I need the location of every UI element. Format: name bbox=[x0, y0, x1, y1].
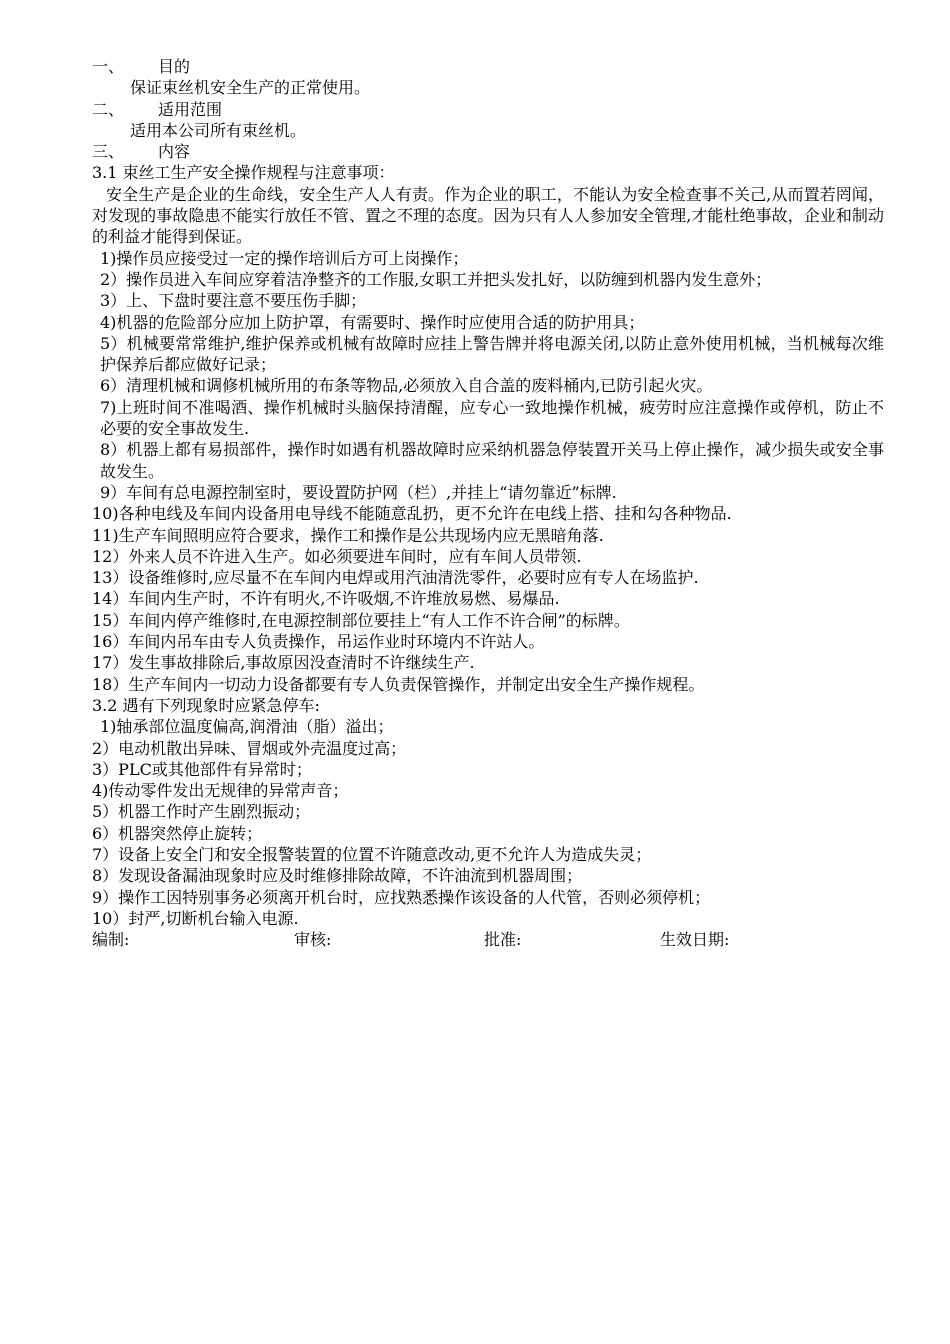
reviewed-by-label: 审核: bbox=[294, 930, 332, 950]
subsection-3-2-heading: 3.2 遇有下列现象时应紧急停车: bbox=[92, 695, 320, 715]
list-item: 3）PLC或其他部件有异常时； bbox=[92, 759, 312, 779]
effective-date-label: 生效日期: bbox=[660, 930, 730, 950]
list-item: 14）车间内生产时，不许有明火,不许吸烟,不许堆放易燃、易爆品. bbox=[92, 589, 560, 609]
list-item: 9）车间有总电源控制室时，要设置防护网（栏）,并挂上“请勿靠近”标牌. bbox=[100, 482, 617, 502]
document-body bbox=[92, 56, 884, 951]
list-item: 11)生产车间照明应符合要求，操作工和操作是公共现场内应无黑暗角落. bbox=[92, 525, 604, 545]
signature-footer bbox=[92, 929, 884, 951]
list-item: 15）车间内停产维修时,在电源控制部位要挂上“有人工作不许合闸”的标牌。 bbox=[92, 610, 630, 630]
list-item: 12）外来人员不许进入生产。如必须要进车间时，应有车间人员带领. bbox=[92, 546, 582, 566]
subsection-3-1-intro: 安全生产是企业的生命线，安全生产人人有责。作为企业的职工，不能认为安全检查事不关己,从而置若罔闻，对发现的事故隐患不能实行放任不管、置之不理的态度。因为只有人人参加安全管理,才能杜绝事故，企业和制动的利益才能得到保证。 bbox=[92, 184, 884, 247]
section-number: 三、 bbox=[92, 142, 125, 162]
section-title: 目的 bbox=[158, 57, 191, 76]
list-item: 3）上、下盘时要注意不要压伤手脚； bbox=[100, 291, 367, 311]
list-item: 10）封严,切断机台输入电源. bbox=[92, 908, 299, 928]
list-item: 2）电动机散出异味、冒烟或外壳温度过高； bbox=[92, 738, 407, 758]
prepared-by-label: 编制: bbox=[92, 930, 130, 950]
section-1-body: 保证束丝机安全生产的正常使用。 bbox=[130, 78, 371, 98]
section-3-heading bbox=[92, 141, 884, 162]
approved-by-label: 批准: bbox=[484, 930, 522, 950]
list-item: 6）机器突然停止旋转； bbox=[92, 823, 263, 843]
list-item: 8）发现设备漏油现象时应及时维修排除故障，不许油流到机器周围； bbox=[92, 866, 583, 886]
section-title: 内容 bbox=[158, 142, 191, 162]
list-item: 18）生产车间内一切动力设备都要有专人负责保管操作，并制定出安全生产操作规程。 bbox=[92, 674, 705, 694]
list-item: 1)操作员应接受过一定的操作培训后方可上岗操作； bbox=[100, 248, 469, 268]
list-item: 2）操作员进入车间应穿着洁净整齐的工作服,女职工并把头发扎好，以防缠到机器内发生意外； bbox=[100, 269, 772, 289]
section-1-heading bbox=[92, 56, 884, 77]
list-item: 5）机器工作时产生剧烈振动； bbox=[92, 802, 311, 822]
list-item: 13）设备维修时,应尽量不在车间内电焊或用汽油清洗零件，必要时应有专人在场监护. bbox=[92, 568, 699, 588]
list-item: 5）机械要常常维护,维护保养或机械有故障时应挂上警告牌并将电源关闭,以防止意外使用机械，当机械每次维护保养后都应做好记录； bbox=[100, 333, 884, 375]
subsection-3-1-heading: 3.1 束丝工生产安全操作规程与注意事项： bbox=[92, 163, 395, 183]
list-item: 4)传动零件发出无规律的异常声音； bbox=[92, 781, 349, 801]
list-item: 8）机器上都有易损部件，操作时如遇有机器故障时应采纳机器急停装置开关马上停止操作，减少损失或安全事故发生。 bbox=[100, 440, 884, 481]
list-item: 4)机器的危险部分应加上防护罩，有需要时、操作时应使用合适的防护用具； bbox=[100, 312, 645, 332]
list-item: 17）发生事故排除后,事故原因没查清时不许继续生产. bbox=[92, 653, 475, 673]
section-title: 适用范围 bbox=[158, 99, 223, 119]
section-2-body: 适用本公司所有束丝机。 bbox=[130, 120, 307, 140]
list-item: 7）设备上安全门和安全报警装置的位置不许随意改动,更不允许人为造成失灵； bbox=[92, 844, 652, 864]
list-item: 16）车间内吊车由专人负责操作，吊运作业时环境内不许站人。 bbox=[92, 632, 545, 652]
list-item: 1)轴承部位温度偏高,润滑油（脂）溢出； bbox=[100, 717, 394, 737]
list-item: 7)上班时间不准喝酒、操作机械时头脑保持清醒，应专心一致地操作机械，疲劳时应注意操作或停机，防止不必要的安全事故发生. bbox=[100, 397, 884, 439]
list-item: 10)各种电线及车间内设备用电导线不能随意乱扔，更不允许在电线上搭、挂和勾各种物品. bbox=[92, 504, 732, 524]
section-number: 一、 bbox=[92, 57, 125, 76]
section-number: 二、 bbox=[92, 99, 125, 119]
list-item: 6）清理机械和调修机械所用的布条等物品,必须放入自合盖的废料桶内,已防引起火灾。 bbox=[100, 376, 713, 396]
section-2-heading bbox=[92, 99, 884, 120]
list-item: 9）操作工因特别事务必须离开机台时，应找熟悉操作该设备的人代管，否则必须停机； bbox=[92, 887, 711, 907]
